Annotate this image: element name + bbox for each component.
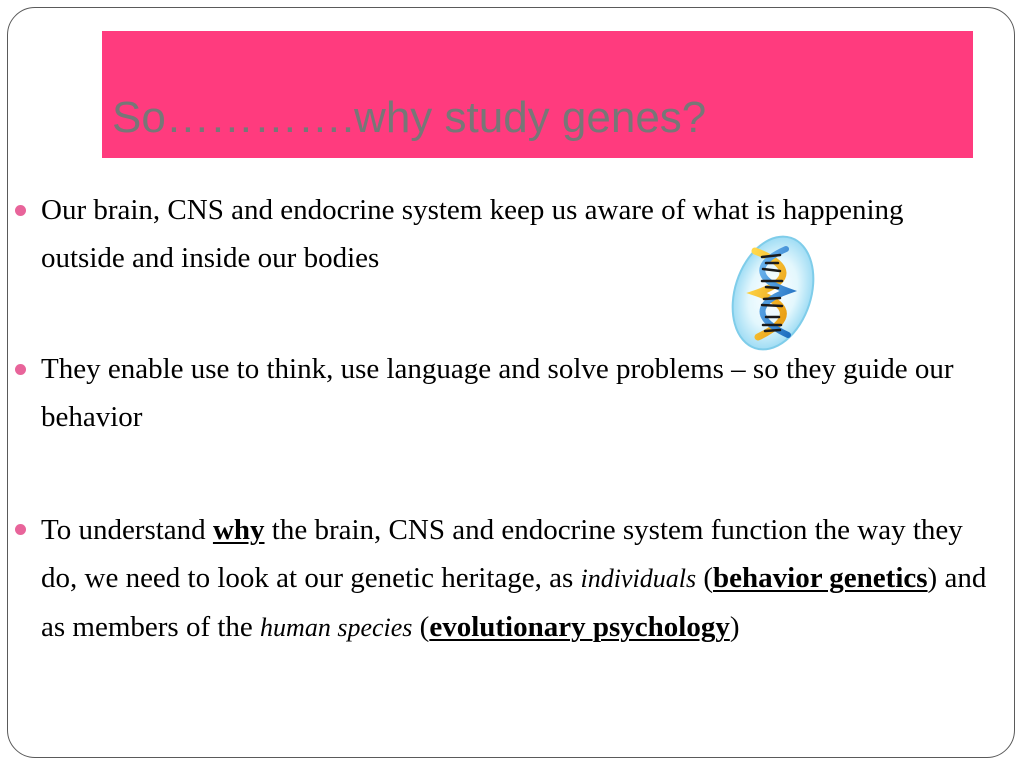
slide-title: So………….why study genes? (112, 93, 707, 142)
italic-individuals: individuals (580, 564, 697, 593)
dna-double-helix-icon (722, 233, 824, 353)
emphasis-evolutionary-psychology: evolutionary psychology (429, 611, 730, 643)
bullet-marker (15, 205, 26, 216)
bullet-marker (15, 524, 26, 535)
bullet-marker (15, 364, 26, 375)
bullet-item-genetic-heritage (41, 506, 1001, 652)
italic-human-species: human species (260, 613, 413, 642)
bullet-text-segment: the brain, CNS and endocrine system function the way they do, we need to look at our genetic heritage, as (41, 514, 963, 594)
bullet-text-segment: ) (729, 611, 740, 643)
bullet-text-segment: ( (412, 611, 430, 643)
bullet-text-segment: ) and as members of the (41, 562, 987, 643)
emphasis-why: why (212, 514, 265, 546)
bullet-text-segment: To understand (41, 514, 213, 546)
bullet-item-thinking: They enable use to think, use language and solve problems – so they guide our behavior (41, 353, 954, 433)
bullet-item-awareness: Our brain, CNS and endocrine system keep us aware of what is happening outside and inside our bodies (41, 194, 904, 274)
emphasis-behavior-genetics: behavior genetics (713, 562, 928, 594)
bullet-text-segment: ( (696, 562, 714, 594)
